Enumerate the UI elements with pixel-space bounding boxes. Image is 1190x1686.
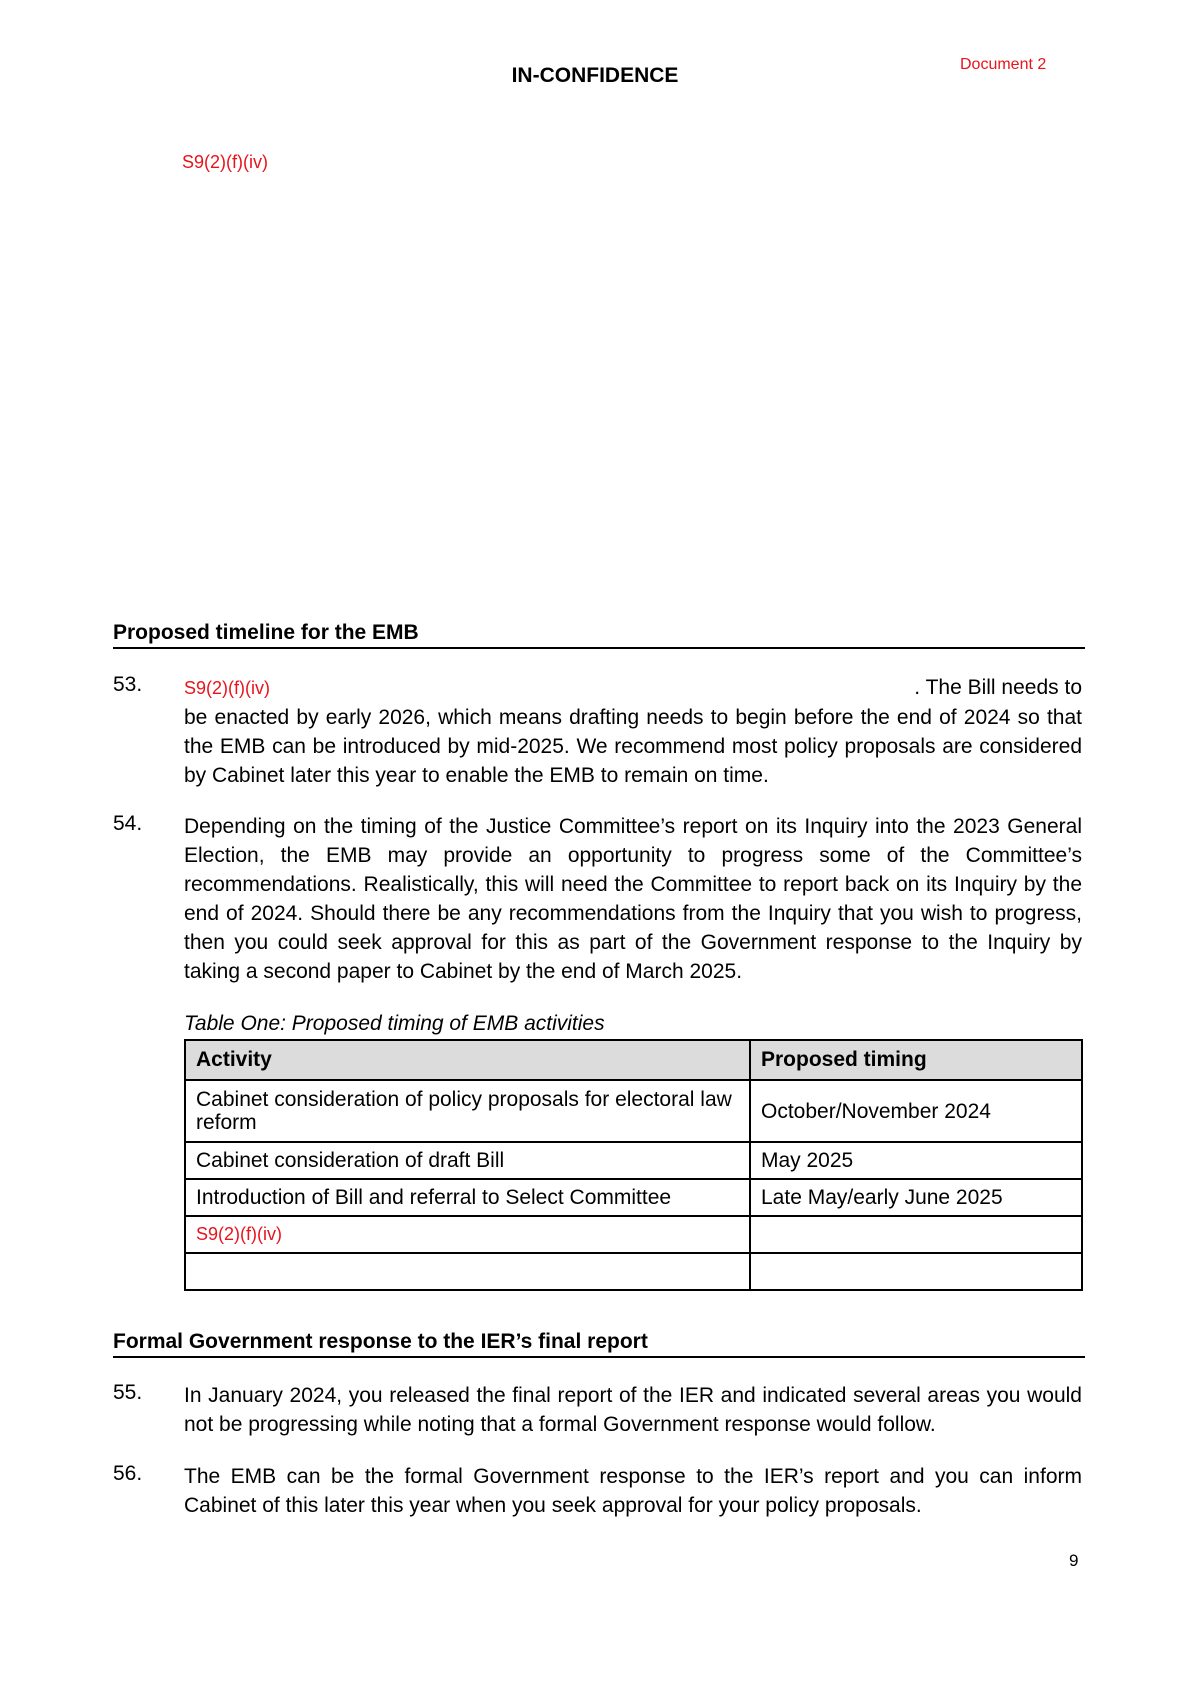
table-cell: Cabinet consideration of draft Bill — [185, 1142, 750, 1179]
section-heading-ier-response: Formal Government response to the IER’s final report — [113, 1330, 1085, 1358]
paragraph-53-text: be enacted by early 2026, which means drafting needs to begin before the end of 2024 so that the EMB can be introduced by mid-2025. We recommend most policy proposals are considered by Cabinet later this year to enable the EMB to remain on time. — [184, 706, 1082, 787]
table-header-cell: Activity — [185, 1040, 750, 1080]
paragraph-53 — [184, 673, 1082, 790]
paragraph-number: 54. — [113, 812, 143, 835]
section-heading-timeline: Proposed timeline for the EMB — [113, 621, 1085, 649]
table-row — [185, 1253, 1082, 1290]
document-label: Document 2 — [960, 56, 1047, 73]
paragraph-56: The EMB can be the formal Government response to the IER’s report and you can inform Cabinet of this later this year when you seek approval for your policy proposals. — [184, 1465, 1082, 1517]
paragraph-53-first-tail: . The Bill needs to — [914, 676, 1082, 699]
page-number: 9 — [1069, 1551, 1079, 1570]
paragraph-55: In January 2024, you released the final report of the IER and indicated several areas you would not be progressing while noting that a formal Government response would follow. — [184, 1384, 1082, 1436]
paragraph-53-first-line — [184, 673, 1082, 703]
table-cell: Cabinet consideration of policy proposals for electoral law reform — [185, 1080, 750, 1142]
table-cell — [750, 1253, 1082, 1290]
redaction-note: S9(2)(f)(iv) — [182, 152, 268, 172]
classification-marking: IN-CONFIDENCE — [511, 64, 679, 87]
table-cell: Introduction of Bill and referral to Select Committee — [185, 1179, 750, 1216]
timing-table — [184, 1039, 1083, 1291]
table-cell — [750, 1216, 1082, 1253]
paragraph-number: 56. — [113, 1462, 143, 1485]
table-row — [185, 1216, 1082, 1253]
paragraph-number: 53. — [113, 673, 143, 696]
table-header-cell: Proposed timing — [750, 1040, 1082, 1080]
table-cell: Late May/early June 2025 — [750, 1179, 1082, 1216]
paragraph-number: 55. — [113, 1381, 143, 1404]
redaction-note: S9(2)(f)(iv) — [184, 678, 270, 698]
table-cell — [185, 1253, 750, 1290]
table-cell: May 2025 — [750, 1142, 1082, 1179]
table-caption: Table One: Proposed timing of EMB activities — [184, 1012, 605, 1035]
table-cell: October/November 2024 — [750, 1080, 1082, 1142]
table-header-row — [185, 1040, 1082, 1080]
paragraph-54: Depending on the timing of the Justice Committee’s report on its Inquiry into the 2023 General Election, the EMB may provide an opportunity to progress some of the Committee’s recommendations. Realistically, this will need the Committee to report back on its Inquiry by the end of 2024. Should there be any recommendations from the Inquiry that you wish to progress, then you could seek approval for this as part of the Government response to the Inquiry by taking a second paper to Cabinet by the end of March 2025. — [184, 815, 1082, 983]
table-row — [185, 1080, 1082, 1142]
redaction-note: S9(2)(f)(iv) — [185, 1216, 750, 1253]
table-row — [185, 1179, 1082, 1216]
table-row — [185, 1142, 1082, 1179]
